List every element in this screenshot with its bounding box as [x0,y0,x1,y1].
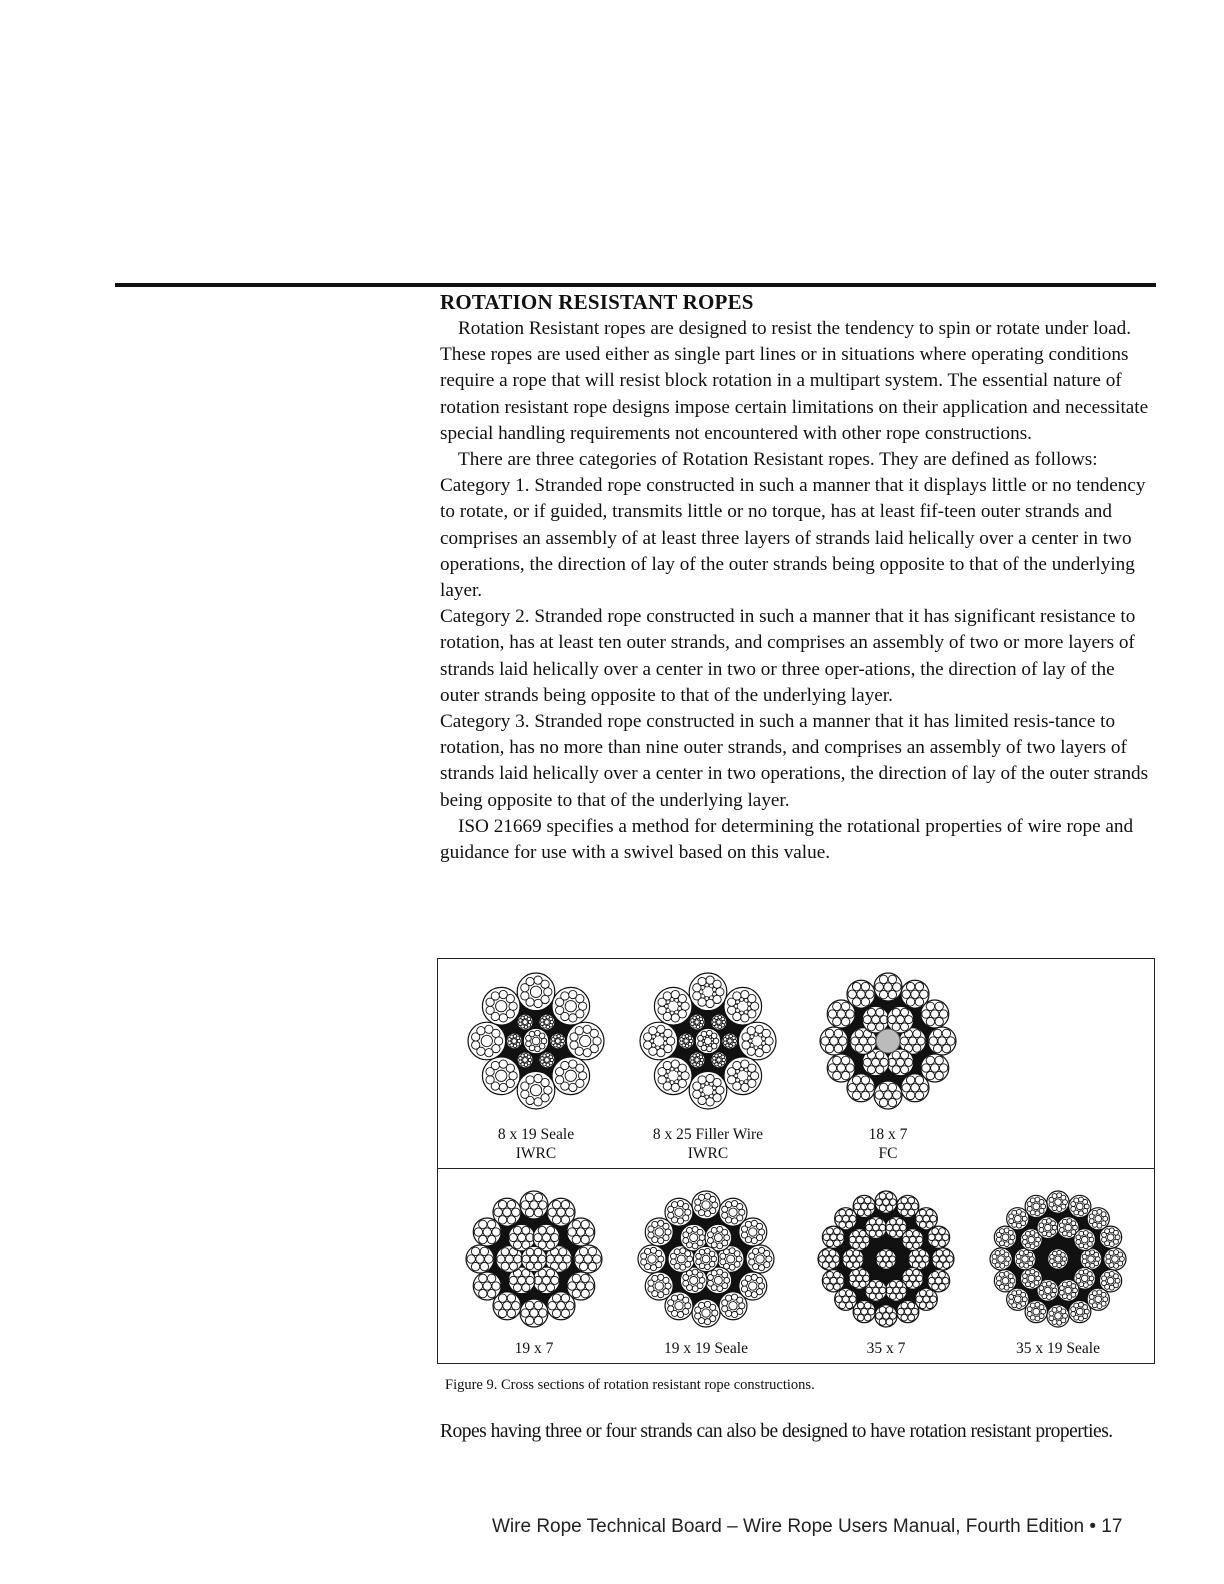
rope-label-line1: 19 x 7 [514,1340,554,1357]
strand [927,1226,949,1248]
paragraph-category-2: Category 2. Stranded rope constructed in such a manner that it has significant resistance to rotation, has at least ten outer strands, and comprises an assembly of two or more layers of strands laid helically over a center in two or three oper-ations, the direction of lay of the outer strands being opposite to that of the underlying layer. [440,606,1136,706]
page-footer: Wire Rope Technical Board – Wire Rope Users Manual, Fourth Edition • 17 [492,1516,1123,1537]
rope-label-line1: 8 x 19 Seale [497,1126,575,1143]
rope-18x7-fc [798,967,978,1163]
strand [875,1191,897,1213]
section-body [440,316,1152,866]
rope-8x19-seale-iwrc [446,967,626,1163]
rope-cross-section-35x7 [812,1185,960,1333]
paragraph-category-1: Category 1. Stranded rope constructed in such a manner that it displays little or no tendency to rotate, or if guided, transmits little or no torque, has at least fif-teen outer strands and comprises an assembly of at least three layers of strands laid helically over a center in two operations, the direction of lay of the outer strands being opposite to that of the underlying layer. [440,475,1146,602]
strand [693,1246,718,1271]
strand [574,1245,602,1273]
paragraph-category-3: Category 3. Stranded rope constructed in such a manner that it has limited resis-tance to rotation, has no more than nine outer strands, and comprises an assembly of two layers of strands laid helically over a center in two operations, the direction of lay of the outer strands being opposite to that of the underlying layer. [440,711,1149,811]
strand [517,1071,555,1109]
strand [552,987,590,1025]
strand [482,1057,520,1095]
strand [994,1270,1016,1292]
strand [638,1245,666,1273]
strand [689,1071,727,1109]
strand [466,1245,494,1273]
strand [1080,1248,1102,1270]
strand [1037,1217,1059,1239]
strand [1047,1191,1069,1213]
strand [517,1052,533,1068]
strand [468,1022,506,1060]
strand [539,1014,555,1030]
strand [874,973,902,1001]
strand [739,1218,767,1246]
strand [645,1272,673,1300]
strand [654,987,692,1025]
rope-35x7 [796,1185,976,1358]
strand [849,1268,871,1290]
strand [552,1057,590,1095]
figure-divider [438,1168,1154,1169]
strand [847,980,875,1008]
section-heading: ROTATION RESISTANT ROPES [440,290,754,314]
strand [885,1280,907,1302]
strand [902,1229,924,1251]
rope-35x19-seale [968,1185,1148,1358]
paragraph-intro: Rotation Resistant ropes are designed to resist the tendency to spin or rotate under load. These ropes are used either as single part lines or in situations where operating conditions require a rope that will resist block rotation in a multipart system. The essential nature of rotation resistant rope designs impose certain limitations on their application and necessitate special handling requirements not encountered with other rope constructions. [440,318,1149,444]
strand [875,1305,897,1327]
strand [719,1292,747,1320]
strand [865,1217,887,1239]
strand [822,1270,844,1292]
strand [1014,1248,1036,1270]
figure-9-box [437,958,1155,1364]
strand [1074,1229,1096,1251]
rope-label-line2: IWRC [515,1145,557,1162]
strand [654,1057,692,1095]
strand [921,1000,949,1028]
rope-cross-section-35x19 [984,1185,1132,1333]
strand [523,1028,549,1054]
strand [724,1057,762,1095]
strand [827,1054,855,1082]
rope-label-line1: 19 x 19 Seale [664,1340,748,1357]
strand [897,1300,919,1322]
three-four-strand-note: Ropes having three or four strands can also be designed to have rotation resistant properties. [440,1421,1113,1442]
strand [695,1028,721,1054]
strand [1021,1268,1043,1290]
strand [1057,1280,1079,1302]
fiber-core [876,1029,900,1053]
strand [692,1191,720,1219]
strand [746,1245,774,1273]
strand [711,1014,727,1030]
strand [711,1052,727,1068]
strand [990,1248,1012,1270]
strand [521,1246,546,1271]
figure-caption: Figure 9. Cross sections of rotation resistant rope constructions. [445,1377,815,1393]
top-rule [115,283,1156,287]
rope-cross-section-19x19 [632,1185,780,1333]
rope-cross-section-19x7 [460,1185,608,1333]
strand [874,1081,902,1109]
rope-cross-section-18x7 [814,967,962,1115]
strand [689,1052,705,1068]
strand [517,973,555,1011]
strand [550,1033,566,1049]
rope-label-line1: 18 x 7 [868,1126,908,1143]
strand [689,1014,705,1030]
strand [493,1198,521,1226]
rope-cross-section-8x25 [634,967,782,1115]
rope-19x19-seale [616,1185,796,1358]
strand [539,1052,555,1068]
strand [520,1299,548,1327]
strand [722,1033,738,1049]
strand [566,1022,604,1060]
strand [908,1248,930,1270]
strand [678,1033,694,1049]
strand [473,1272,501,1300]
strand [482,987,520,1025]
strand [1048,1249,1069,1270]
strand [928,1027,956,1055]
paragraph-iso: ISO 21669 specifies a method for determining the rotational properties of wire rope and guidance for use with a swivel based on this value. [440,815,1134,864]
strand [506,1033,522,1049]
strand [517,1014,533,1030]
rope-label-line1: 35 x 19 Seale [1016,1340,1100,1357]
strand [724,987,762,1025]
rope-label-line1: 8 x 25 Filler Wire [652,1126,764,1143]
strand [818,1248,840,1270]
rope-cross-section-8x19 [462,967,610,1115]
strand [842,1248,864,1270]
strand [1104,1248,1126,1270]
rope-label-line2: IWRC [687,1145,729,1162]
rope-19x7 [444,1185,624,1358]
rope-label-line2: FC [878,1145,898,1162]
strand [567,1218,595,1246]
strand [665,1198,693,1226]
rope-8x25-filler-iwrc [618,967,798,1163]
strand [820,1027,848,1055]
strand [1025,1195,1047,1217]
strand [1099,1226,1121,1248]
strand [689,973,727,1011]
rope-label-line1: 35 x 7 [866,1340,906,1357]
strand [738,1022,776,1060]
strand [901,1074,929,1102]
strand [640,1022,678,1060]
strand [547,1292,575,1320]
strand [1069,1300,1091,1322]
strand [853,1195,875,1217]
strand [876,1249,897,1270]
paragraph-categories: There are three categories of Rotation Resistant ropes. They are defined as follows: [458,449,1098,471]
strand [692,1299,720,1327]
strand [932,1248,954,1270]
strand [520,1191,548,1219]
strand [1047,1305,1069,1327]
